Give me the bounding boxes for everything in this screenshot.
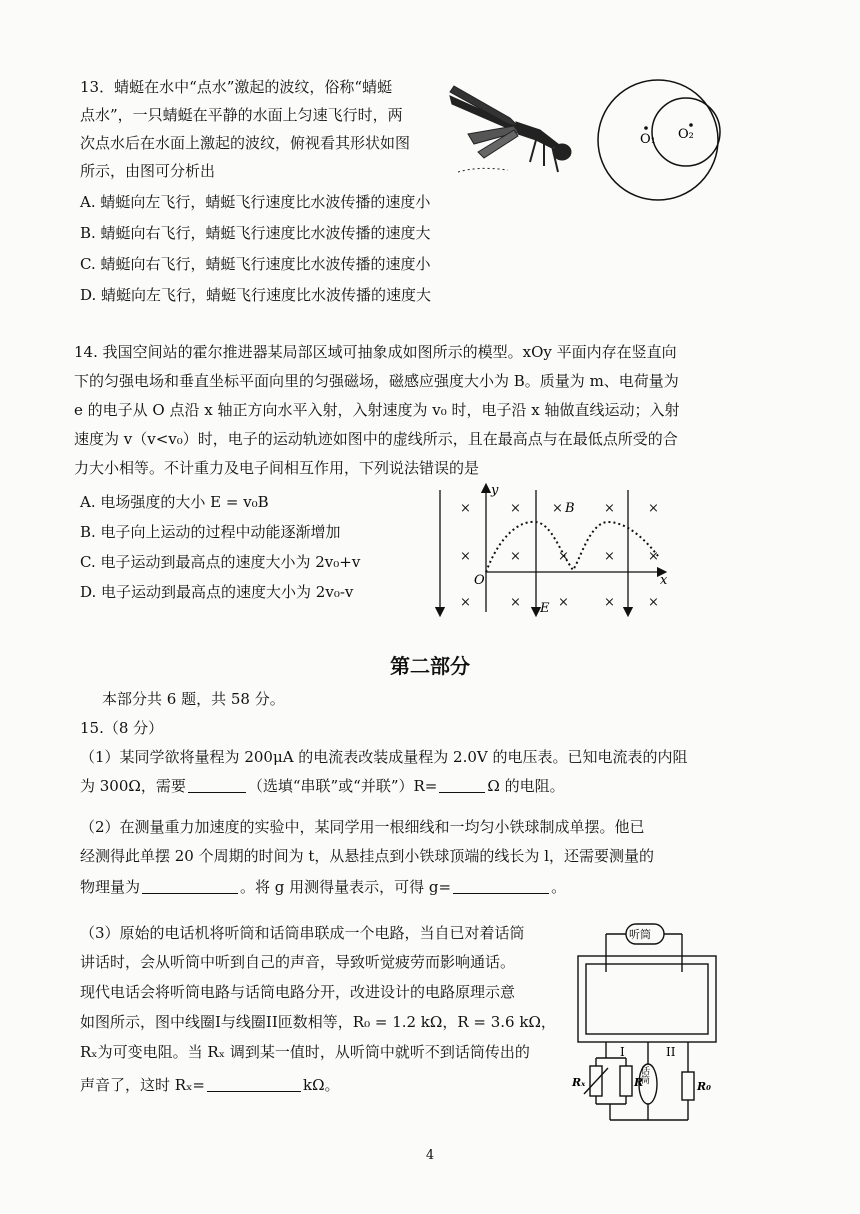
b-cross: × [510,595,521,610]
q15-part3-line6 [80,1074,340,1096]
q14-line-2: 下的匀强电场和垂直坐标平面向里的匀强磁场，磁感应强度大小为 B。质量为 m、电荷量为 [74,372,679,390]
b-cross: × [510,549,521,564]
coil-frame-outer [578,956,716,1042]
q14-option-a: A. 电场强度的大小 E = v₀B [80,493,269,511]
b-cross: × [604,595,615,610]
large-ripple-circle [598,80,718,200]
q15-part2-text-c: 。 [551,878,567,896]
q15-part3-line2: 讲话时，会从听筒中听到自己的声音，导致听觉疲劳而影响通话。 [80,953,516,971]
rx-blank[interactable] [207,1075,301,1092]
q15-part1-line1: （1）某同学欲将量程为 200μA 的电流表改装成量程为 2.0V 的电压表。已知电流表的内阻 [80,748,688,766]
part-two-summary: 本部分共 6 题，共 58 分。 [102,690,285,708]
q14-line-3: e 的电子从 O 点沿 x 轴正方向水平入射，入射速度为 v₀ 时，电子沿 x 轴做直线运动；入射 [74,401,680,419]
b-cross: × [460,501,471,516]
rx-label: Rₓ [572,1076,586,1089]
center-o1-dot [644,126,648,130]
q14-option-d: D. 电子运动到最高点的速度大小为 2v₀-v [80,583,354,601]
b-field-label: B [565,501,575,516]
q15-part2-line2: 经测得此单摆 20 个周期的时间为 t，从悬挂点到小铁球顶端的线长为 l，还需要测量的 [80,847,654,865]
q13-option-d: D. 蜻蜓向左飞行，蜻蜓飞行速度比水波传播的速度大 [80,286,432,304]
r0-label: R₀ [697,1080,711,1093]
page-number: 4 [425,1148,435,1163]
b-cross: × [558,549,569,564]
mic-label: 话筒 [639,1066,649,1084]
label-o1: O₁ [640,132,656,147]
coil-1-label: I [620,1045,625,1059]
resistance-blank[interactable] [439,776,485,793]
q15-part2-text-b: 。将 g 用测得量表示，可得 g= [240,878,452,896]
quantity-blank[interactable] [142,877,238,894]
electron-trajectory [486,522,658,572]
b-cross: × [552,501,563,516]
q14-line-1: 14. 我国空间站的霍尔推进器某局部区域可抽象成如图所示的模型。xOy 平面内存在竖直向 [74,343,677,361]
b-cross: × [558,595,569,610]
rx-variable-arrow [584,1068,608,1094]
q13-line-1: 13．蜻蜓在水中“点水”激起的波纹，俗称“蜻蜓 [80,78,393,96]
q13-line-2: 点水”，一只蜻蜓在平静的水面上匀速飞行时，两 [80,106,403,124]
b-cross: × [604,549,615,564]
q15-part2-line3 [80,876,566,898]
coil-2-label: II [666,1045,676,1059]
b-cross: × [460,549,471,564]
q15-part1-text-a: 为 300Ω，需要 [80,777,186,795]
b-cross: × [648,595,659,610]
q13-option-b: B. 蜻蜓向右飞行，蜻蜓飞行速度比水波传播的速度大 [80,224,431,242]
q15-header: 15.（8 分） [80,719,164,737]
q14-option-b: B. 电子向上运动的过程中动能逐渐增加 [80,523,341,541]
q15-part3-line4: 如图所示，图中线圈I与线圈II匝数相等，R₀ = 1.2 kΩ，R = 3.6 kΩ， [80,1013,556,1031]
ripple-circles-figure [596,76,736,206]
q14-line-5: 力大小相等。不计重力及电子间相互作用，下列说法错误的是 [74,459,480,477]
connection-blank[interactable] [188,776,246,793]
q15-part2-text-a: 物理量为 [80,878,141,896]
b-cross: × [648,501,659,516]
q15-part3-text-a: 声音了，这时 Rₓ= [80,1076,205,1094]
coil-frame-inner [586,964,708,1034]
r-label: R [634,1076,644,1089]
b-cross: × [460,595,471,610]
r0-resistor [682,1072,694,1100]
g-expression-blank[interactable] [453,877,549,894]
x-axis-label: x [660,573,668,588]
q14-option-c: C. 电子运动到最高点的速度大小为 2v₀+v [80,553,361,571]
q15-part3-line3: 现代电话会将听筒电路与话筒电路分开，改进设计的电路原理示意 [80,983,516,1001]
q13-line-3: 次点水后在水面上激起的波纹，俯视看其形状如图 [80,134,411,152]
q15-part2-line1: （2）在测量重力加速度的实验中，某同学用一根细线和一均匀小铁球制成单摆。他已 [80,818,645,836]
receiver-label: 听筒 [629,928,651,941]
r-resistor [620,1066,632,1096]
q14-line-4: 速度为 v（v<v₀）时，电子的运动轨迹如图中的虚线所示，且在最高点与在最低点所受的合 [74,430,678,448]
origin-label: O [474,573,485,588]
part-two-title: 第二部分 [390,654,470,678]
b-cross: × [510,501,521,516]
field-trajectory-diagram [430,480,680,620]
q13-option-a: A. 蜻蜓向左飞行，蜻蜓飞行速度比水波传播的速度小 [80,193,431,211]
label-o2: O₂ [678,127,694,142]
q13-option-c: C. 蜻蜓向右飞行，蜻蜓飞行速度比水波传播的速度小 [80,255,431,273]
q13-line-4: 所示，由图可分析出 [80,162,216,180]
q15-part3-line5: Rₓ为可变电阻。当 Rₓ 调到某一值时，从听筒中就听不到话筒传出的 [80,1043,530,1061]
q15-part1-text-c: Ω 的电阻。 [487,777,565,795]
q15-part3-line1: （3）原始的电话机将听筒和话筒串联成一个电路，当自已对着话筒 [80,924,525,942]
e-field-label: E [540,601,550,616]
q15-part3-text-b: kΩ。 [303,1076,340,1094]
telephone-circuit-diagram [570,918,720,1128]
b-cross: × [604,501,615,516]
b-cross: × [648,549,659,564]
q15-part1-text-b: （选填“串联”或“并联”）R= [247,777,438,795]
dragonfly-illustration [448,82,588,182]
y-axis-label: y [491,483,499,498]
q15-part1-line2 [80,775,565,797]
